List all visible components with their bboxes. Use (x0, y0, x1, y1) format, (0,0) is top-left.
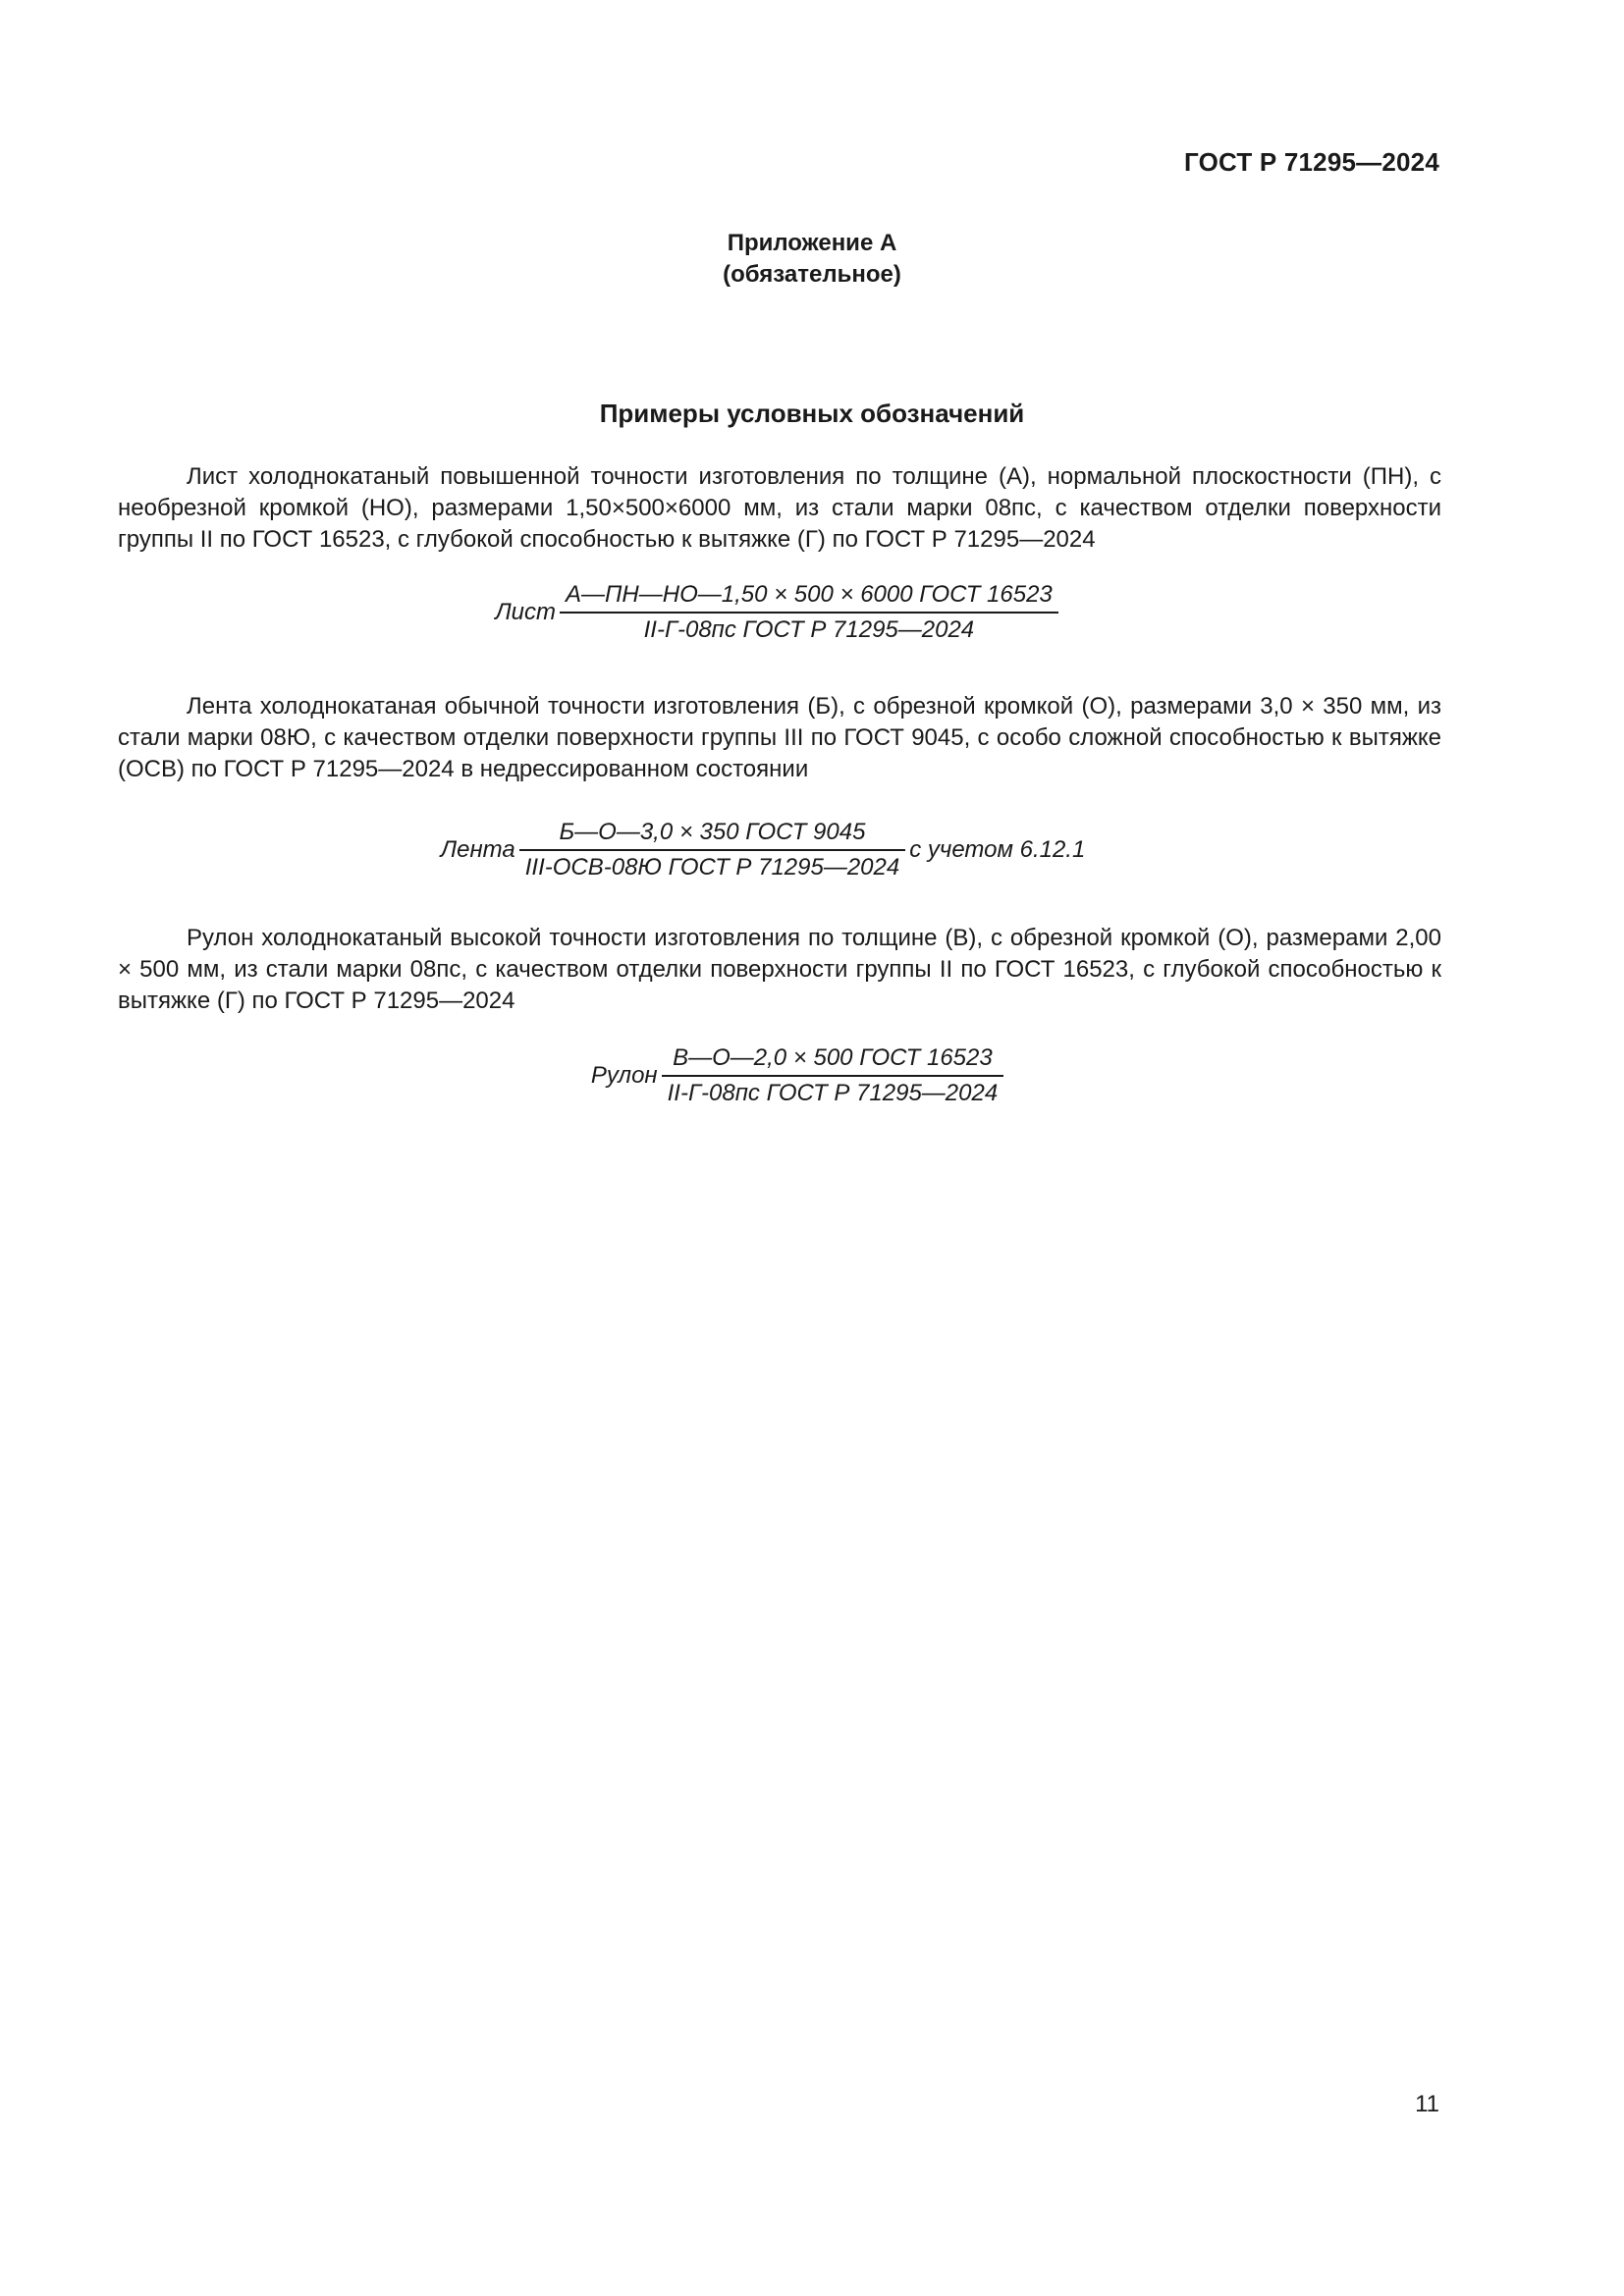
formula-denominator: II-Г-08пс ГОСТ Р 71295—2024 (667, 1080, 999, 1106)
formula-numerator: Б—О—3,0 × 350 ГОСТ 9045 (519, 819, 906, 851)
example-description-sheet: Лист холоднокатаный повышенной точности изготовления по толщине (А), нормальной плоскостности (ПН), с необрезной кромкой (НО), размерами 1,50×500×6000 мм, из стали марки 08пс, с качеством отделки поверхности группы II по ГОСТ 16523, с глубокой способностью к вытяжке (Г) по ГОСТ Р 71295—2024 (118, 463, 1441, 553)
appendix-status: (обязательное) (723, 261, 901, 288)
formula-suffix: с учетом 6.12.1 (909, 836, 1086, 863)
appendix-heading (0, 228, 1624, 291)
appendix-title: Приложение А (727, 230, 897, 256)
section-title: Примеры условных обозначений (599, 399, 1025, 428)
example-description-strip: Лента холоднокатаная обычной точности изготовления (Б), с обрезной кромкой (О), размерами 3,0 × 350 мм, из стали марки 08Ю, с качеством отделки поверхности группы III по ГОСТ 9045, с особо сложной способностью к вытяжке (ОСВ) по ГОСТ Р 71295—2024 в недрессированном состоянии (118, 693, 1441, 782)
formula-product-name: Лист (495, 599, 556, 625)
example-description-coil: Рулон холоднокатаный высокой точности изготовления по толщине (В), с обрезной кромкой (О), размерами 2,00 × 500 мм, из стали марки 08пс, с качеством отделки поверхности группы II по ГОСТ 16523, с глубокой способностью к вытяжке (Г) по ГОСТ Р 71295—2024 (118, 925, 1441, 1014)
document-code: ГОСТ Р 71295—2024 (1184, 147, 1439, 177)
formula-numerator: А—ПН—НО—1,50 × 500 × 6000 ГОСТ 16523 (560, 581, 1058, 614)
formula-product-name: Рулон (590, 1062, 658, 1089)
page-number: 11 (1415, 2091, 1439, 2117)
designation-formula-strip (0, 819, 1624, 881)
formula-denominator: II-Г-08пс ГОСТ Р 71295—2024 (643, 616, 975, 643)
formula-product-name: Лента (440, 836, 515, 863)
formula-fraction (519, 819, 906, 881)
designation-formula-coil (0, 1044, 1624, 1107)
formula-fraction (560, 581, 1058, 644)
designation-formula-sheet (0, 581, 1624, 644)
formula-numerator: В—О—2,0 × 500 ГОСТ 16523 (662, 1044, 1004, 1077)
formula-denominator: III-ОСВ-08Ю ГОСТ Р 71295—2024 (524, 854, 900, 881)
formula-fraction (662, 1044, 1004, 1107)
